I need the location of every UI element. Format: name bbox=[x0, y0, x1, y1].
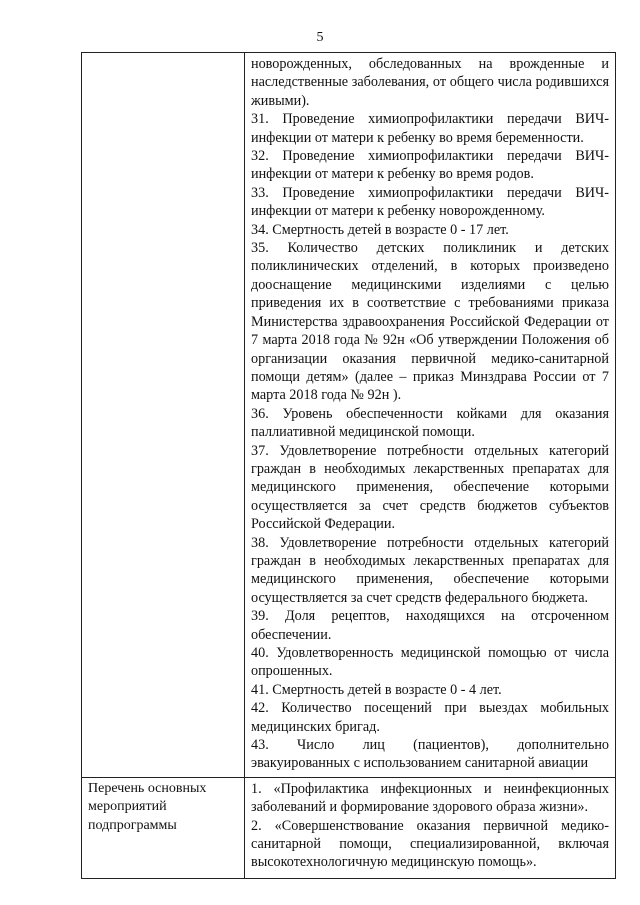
indicator-item: 40. Удовлетворенность медицинской помощью от числа опрошенных. bbox=[251, 645, 609, 680]
indicator-item: 37. Удовлетворение потребности отдельных категорий граждан в необходимых лекарственных препаратах для медицинского применения, обеспечение которыми осуществляется за счет средств бюджетов субъектов Российской Федерации. bbox=[251, 442, 609, 533]
indicator-item: 35. Количество детских поликлиник и детских поликлинических отделений, в которых произведено дооснащение медицинскими изделиями с целью приведения их в соответствие с требованиями приказа Министерства здравоохранения Российской Федерации от 7 марта 2018 года № 92н «Об утверждении Положения об организации оказания первичной медико-санитарной помощи детям» (далее – приказ Минздрава России от 7 марта 2018 года № 92н ). bbox=[251, 240, 609, 404]
indicator-item: 42. Количество посещений при выездах мобильных медицинских бригад. bbox=[251, 700, 609, 735]
indicator-item: 41. Смертность детей в возрасте 0 - 4 лет. bbox=[251, 681, 502, 698]
main-activities-list bbox=[245, 777, 616, 878]
row-label-main-activities: Перечень основных мероприятий подпрограммы bbox=[82, 777, 245, 878]
indicator-item: 33. Проведение химиопрофилактики передачи ВИЧ-инфекции от матери к ребенку новорожденному. bbox=[251, 184, 609, 220]
indicator-item: 34. Смертность детей в возрасте 0 - 17 лет. bbox=[251, 221, 509, 238]
activity-item: 2. «Совершенствование оказания первичной медико-санитарной помощи, специализированной, включая высокотехнологичную медицинскую помощь». bbox=[251, 817, 609, 871]
indicators-list bbox=[245, 53, 616, 778]
table-row-main-activities bbox=[82, 777, 616, 878]
page-number: 5 bbox=[316, 30, 324, 45]
subprogram-table bbox=[81, 52, 616, 879]
indicator-item: 39. Доля рецептов, находящихся на отсроченном обеспечении. bbox=[251, 608, 609, 643]
indicator-item: новорожденных, обследованных на врожденные и наследственные заболевания, от общего числа родившихся живыми). bbox=[251, 56, 609, 109]
indicator-item: 36. Уровень обеспеченности койками для оказания паллиативной медицинской помощи. bbox=[251, 405, 609, 441]
indicator-item: 31. Проведение химиопрофилактики передачи ВИЧ-инфекции от матери к ребенку во время беременности. bbox=[251, 111, 609, 146]
indicator-item: 32. Проведение химиопрофилактики передачи ВИЧ-инфекции от матери к ребенку во время родов. bbox=[251, 148, 609, 183]
indicator-item: 38. Удовлетворение потребности отдельных категорий граждан в необходимых лекарственных препаратах для медицинского применения, обеспечение которыми осуществляется за счет средств федерального бюджета. bbox=[251, 534, 609, 606]
indicator-item: 43. Число лиц (пациентов), дополнительно эвакуированных с использованием санитарной авиации bbox=[251, 737, 609, 772]
table-row-indicators bbox=[82, 53, 616, 778]
row-label-indicators bbox=[82, 53, 245, 778]
activity-item: 1. «Профилактика инфекционных и неинфекционных заболеваний и формирование здорового образа жизни». bbox=[251, 780, 609, 816]
